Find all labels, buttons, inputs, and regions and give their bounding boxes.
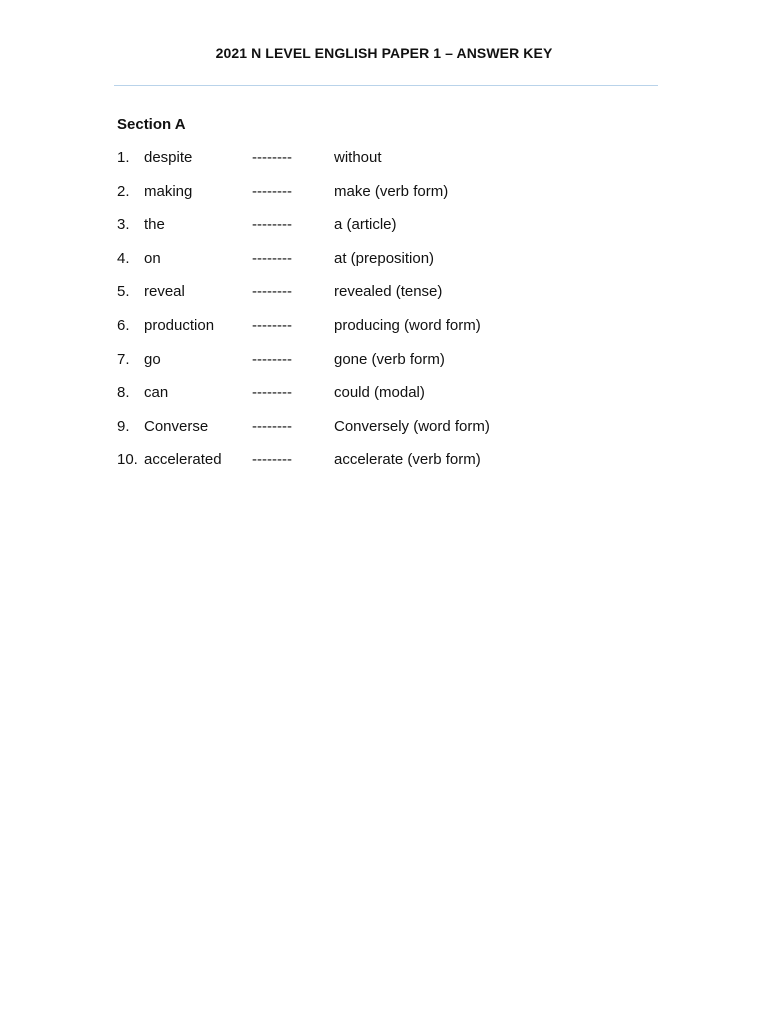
original-word: the <box>144 216 165 234</box>
dash-separator: -------- <box>252 384 292 402</box>
dash-separator: -------- <box>252 283 292 301</box>
answer-number: 6. <box>117 316 130 334</box>
answer-row <box>117 383 637 417</box>
original-word: on <box>144 249 161 267</box>
dash-separator: -------- <box>252 182 292 200</box>
original-word: making <box>144 182 193 200</box>
answer-row <box>117 316 637 350</box>
dash-separator: -------- <box>252 417 292 435</box>
answer-list <box>117 148 637 484</box>
title-divider <box>114 85 658 86</box>
answer-number: 1. <box>117 149 130 166</box>
answer-row <box>117 148 637 182</box>
original-word: accelerated <box>144 451 222 469</box>
answer-number: 10. <box>117 451 138 469</box>
answer-number: 9. <box>117 417 130 435</box>
answer-number: 2. <box>117 182 130 200</box>
document-title: 2021 N LEVEL ENGLISH PAPER 1 – ANSWER KEY <box>215 45 553 61</box>
original-word: go <box>144 350 161 368</box>
dash-separator: -------- <box>252 149 292 166</box>
answer-row <box>117 215 637 249</box>
original-word: reveal <box>144 283 185 301</box>
corrected-word: Conversely (word form) <box>334 417 490 435</box>
corrected-word: at (preposition) <box>334 249 435 267</box>
dash-separator: -------- <box>252 350 292 368</box>
dash-separator: -------- <box>252 216 292 234</box>
corrected-word: revealed (tense) <box>334 283 443 301</box>
dash-separator: -------- <box>252 316 292 334</box>
answer-number: 8. <box>117 384 130 402</box>
answer-number: 4. <box>117 249 130 267</box>
original-word: despite <box>144 149 193 166</box>
answer-number: 5. <box>117 283 130 301</box>
answer-row <box>117 182 637 216</box>
corrected-word: without <box>334 149 382 166</box>
corrected-word: gone (verb form) <box>334 350 445 368</box>
section-heading: Section A <box>117 116 186 133</box>
answer-row <box>117 417 637 451</box>
corrected-word: accelerate (verb form) <box>334 451 481 469</box>
corrected-word: a (article) <box>334 216 397 234</box>
answer-number: 7. <box>117 350 130 368</box>
answer-row <box>117 249 637 283</box>
answer-row <box>117 350 637 384</box>
corrected-word: producing (word form) <box>334 316 481 334</box>
corrected-word: could (modal) <box>334 384 425 402</box>
original-word: production <box>144 316 215 334</box>
answer-row <box>117 450 637 484</box>
corrected-word: make (verb form) <box>334 182 449 200</box>
original-word: Converse <box>144 417 209 435</box>
original-word: can <box>144 384 169 402</box>
answer-row <box>117 282 637 316</box>
dash-separator: -------- <box>252 249 292 267</box>
answer-number: 3. <box>117 216 130 234</box>
dash-separator: -------- <box>252 451 292 469</box>
